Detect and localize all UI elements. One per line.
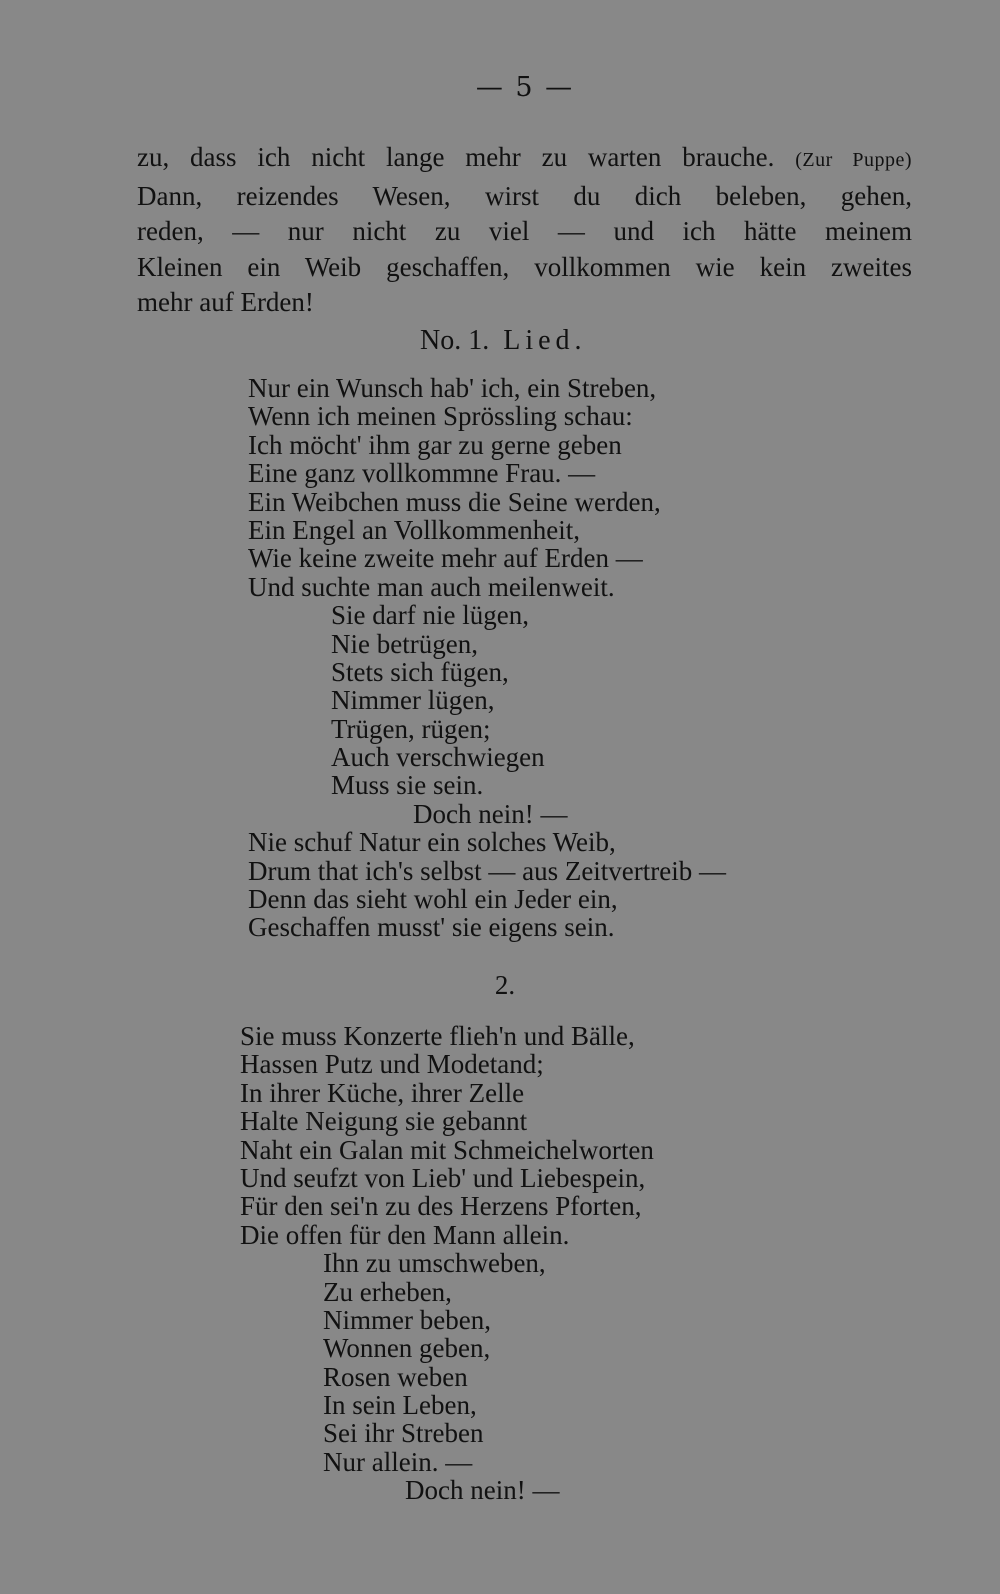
stage-direction: (Zur Puppe) xyxy=(795,149,912,171)
verse-line: Ein Engel an Vollkommenheit, xyxy=(248,514,580,545)
stanza-number: 2. xyxy=(494,970,516,1000)
verse-line: Und seufzt von Lieb' und Liebespein, xyxy=(240,1162,646,1193)
verse-line: Nur allein. — xyxy=(323,1446,473,1477)
verse-line: Sei ihr Streben xyxy=(323,1418,484,1449)
verse-line: Denn das sieht wohl ein Jeder ein, xyxy=(248,884,618,915)
verse-line: Muss sie sein. xyxy=(331,770,484,801)
song-number: No. 1. xyxy=(420,325,490,356)
prose-line: zu, dass ich nicht lange mehr zu warten brauche. (Zur Puppe) xyxy=(137,142,912,172)
verse-line: Doch nein! — xyxy=(405,1475,560,1506)
verse-line: In sein Leben, xyxy=(323,1390,477,1421)
verse-line: Und suchte man auch meilenweit. xyxy=(248,571,615,602)
verse-line: Zu erheben, xyxy=(323,1276,452,1307)
prose-line: Kleinen ein Weib geschaffen, vollkommen wie kein zweites xyxy=(137,251,912,282)
verse-line: Sie muss Konzerte flieh'n und Bälle, xyxy=(240,1021,635,1051)
verse-line: Auch verschwiegen xyxy=(331,742,545,773)
stanza-1 xyxy=(248,374,726,942)
prose-line: Dann, reizendes Wesen, wirst du dich beleben, gehen, xyxy=(137,180,912,211)
page-number: — 5 — xyxy=(475,72,575,103)
verse-line: Wenn ich meinen Sprössling schau: xyxy=(248,401,633,432)
verse-line: Rosen weben xyxy=(323,1361,468,1392)
verse-line: Geschaffen musst' sie eigens sein. xyxy=(248,912,615,943)
prose-line: mehr auf Erden! xyxy=(137,287,314,317)
verse-line: Nie betrügen, xyxy=(331,628,478,659)
prose-paragraph xyxy=(137,140,912,321)
song-heading xyxy=(420,325,587,357)
verse-line: In ihrer Küche, ihrer Zelle xyxy=(240,1077,525,1108)
verse-line: Stets sich fügen, xyxy=(331,656,509,687)
verse-line: Wonnen geben, xyxy=(323,1333,491,1364)
verse-line: Nimmer lügen, xyxy=(331,685,495,716)
verse-line: Für den sei'n zu des Herzens Pforten, xyxy=(240,1191,642,1222)
verse-line: Ihn zu umschweben, xyxy=(323,1248,546,1279)
verse-line: Sie darf nie lügen, xyxy=(331,600,529,631)
prose-line: reden, — nur nicht zu viel — und ich hätte meinem xyxy=(137,216,912,246)
verse-line: Naht ein Galan mit Schmeichelworten xyxy=(240,1134,654,1165)
verse-line: Ich möcht' ihm gar zu gerne geben xyxy=(248,429,622,460)
verse-line: Halte Neigung sie gebannt xyxy=(240,1106,528,1137)
verse-line: Nur ein Wunsch hab' ich, ein Streben, xyxy=(248,373,657,403)
verse-line: Nie schuf Natur ein solches Weib, xyxy=(248,827,616,858)
verse-line: Ein Weibchen muss die Seine werden, xyxy=(248,486,661,517)
stanza-2 xyxy=(240,1022,654,1505)
verse-line: Doch nein! — xyxy=(413,798,568,829)
song-title: Lied. xyxy=(503,325,587,356)
verse-line: Trügen, rügen; xyxy=(331,713,491,744)
verse-line: Hassen Putz und Modetand; xyxy=(240,1049,544,1080)
verse-line: Die offen für den Mann allein. xyxy=(240,1219,570,1250)
verse-line: Wie keine zweite mehr auf Erden — xyxy=(248,543,643,574)
verse-line: Eine ganz vollkommne Frau. — xyxy=(248,458,596,489)
verse-line: Nimmer beben, xyxy=(323,1304,491,1335)
verse-line: Drum that ich's selbst — aus Zeitvertreib — xyxy=(248,855,727,886)
